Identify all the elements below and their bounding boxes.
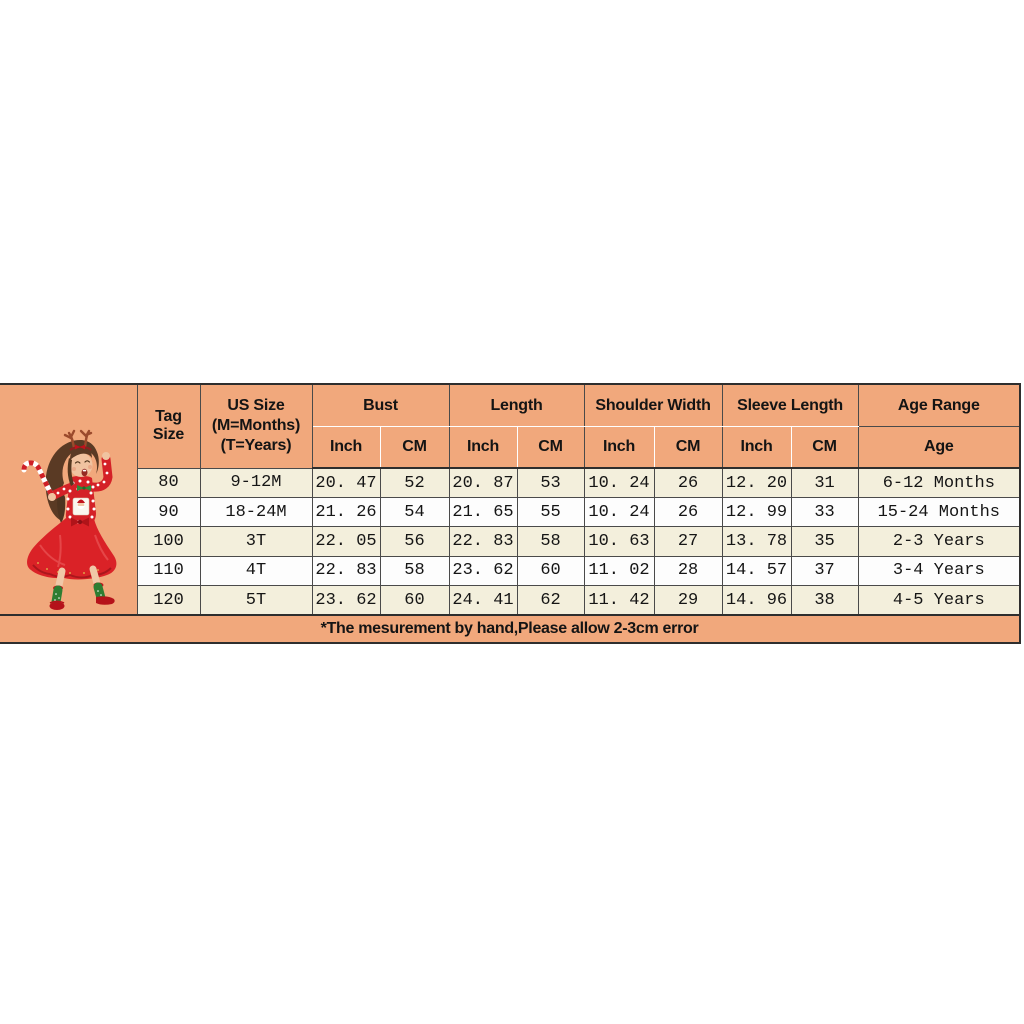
subheader-shoulder-inch: Inch [584, 427, 654, 469]
cell-age: 15-24 Months [858, 497, 1020, 526]
cell-bust-inch: 22. 05 [312, 527, 380, 556]
cell-age: 4-5 Years [858, 586, 1020, 615]
cell-bust-cm: 54 [380, 497, 449, 526]
table-row-size-90 [0, 497, 1020, 526]
cell-shoulder-inch: 10. 63 [584, 527, 654, 556]
subheader-sleeve-cm: CM [791, 427, 858, 469]
cell-tag: 110 [137, 556, 200, 585]
cell-tag: 90 [137, 497, 200, 526]
cell-shoulder-inch: 11. 42 [584, 586, 654, 615]
cell-age: 3-4 Years [858, 556, 1020, 585]
cell-length-cm: 53 [517, 468, 584, 497]
subheader-length-inch: Inch [449, 427, 517, 469]
cell-shoulder-cm: 28 [654, 556, 722, 585]
cell-bust-inch: 23. 62 [312, 586, 380, 615]
cell-length-inch: 24. 41 [449, 586, 517, 615]
subheader-length-cm: CM [517, 427, 584, 469]
cell-sleeve-inch: 12. 20 [722, 468, 791, 497]
header-shoulder-width: Shoulder Width [584, 384, 722, 427]
cell-length-cm: 60 [517, 556, 584, 585]
table-row-size-110 [0, 556, 1020, 585]
cell-shoulder-inch: 10. 24 [584, 468, 654, 497]
cell-sleeve-inch: 12. 99 [722, 497, 791, 526]
cell-us-size: 9-12M [200, 468, 312, 497]
cell-age: 6-12 Months [858, 468, 1020, 497]
header-us-size-line3: (T=Years) [220, 437, 292, 455]
cell-tag: 120 [137, 586, 200, 615]
cell-us-size: 4T [200, 556, 312, 585]
table-row-group-header [0, 384, 1020, 427]
cell-tag: 80 [137, 468, 200, 497]
cell-length-cm: 55 [517, 497, 584, 526]
subheader-shoulder-cm: CM [654, 427, 722, 469]
cell-shoulder-cm: 27 [654, 527, 722, 556]
header-sleeve-length: Sleeve Length [722, 384, 858, 427]
cell-shoulder-cm: 26 [654, 497, 722, 526]
cell-length-inch: 23. 62 [449, 556, 517, 585]
cell-bust-cm: 56 [380, 527, 449, 556]
header-us-size-line2: (M=Months) [211, 417, 301, 435]
cell-sleeve-inch: 14. 96 [722, 586, 791, 615]
header-length: Length [449, 384, 584, 427]
cell-length-cm: 62 [517, 586, 584, 615]
subheader-age: Age [858, 427, 1020, 469]
header-us-size [200, 384, 312, 468]
cell-bust-inch: 21. 26 [312, 497, 380, 526]
cell-shoulder-cm: 26 [654, 468, 722, 497]
cell-sleeve-inch: 14. 57 [722, 556, 791, 585]
cell-age: 2-3 Years [858, 527, 1020, 556]
size-chart-table [0, 383, 1021, 644]
cell-bust-cm: 52 [380, 468, 449, 497]
girl-in-christmas-dress-illustration [0, 385, 137, 614]
cell-shoulder-inch: 10. 24 [584, 497, 654, 526]
subheader-bust-cm: CM [380, 427, 449, 469]
cell-bust-cm: 60 [380, 586, 449, 615]
header-age-range: Age Range [858, 384, 1020, 427]
cell-us-size: 3T [200, 527, 312, 556]
size-chart-band [0, 383, 1020, 644]
cell-bust-inch: 22. 83 [312, 556, 380, 585]
cell-shoulder-cm: 29 [654, 586, 722, 615]
cell-sleeve-cm: 33 [791, 497, 858, 526]
cell-length-inch: 20. 87 [449, 468, 517, 497]
cell-sleeve-cm: 37 [791, 556, 858, 585]
measurement-note: *The mesurement by hand,Please allow 2-3cm error [0, 615, 1020, 643]
header-us-size-line1: US Size [227, 397, 285, 415]
table-row-size-120 [0, 586, 1020, 615]
subheader-bust-inch: Inch [312, 427, 380, 469]
cell-tag: 100 [137, 527, 200, 556]
header-tag-size: Tag Size [137, 384, 200, 468]
cell-sleeve-cm: 35 [791, 527, 858, 556]
product-photo [0, 384, 137, 615]
cell-sleeve-cm: 38 [791, 586, 858, 615]
cell-us-size: 18-24M [200, 497, 312, 526]
header-bust: Bust [312, 384, 449, 427]
table-row-size-80 [0, 468, 1020, 497]
cell-bust-cm: 58 [380, 556, 449, 585]
cell-sleeve-cm: 31 [791, 468, 858, 497]
cell-length-cm: 58 [517, 527, 584, 556]
cell-length-inch: 21. 65 [449, 497, 517, 526]
cell-shoulder-inch: 11. 02 [584, 556, 654, 585]
cell-us-size: 5T [200, 586, 312, 615]
cell-length-inch: 22. 83 [449, 527, 517, 556]
table-row-note [0, 615, 1020, 643]
cell-sleeve-inch: 13. 78 [722, 527, 791, 556]
table-row-size-100 [0, 527, 1020, 556]
subheader-sleeve-inch: Inch [722, 427, 791, 469]
cell-bust-inch: 20. 47 [312, 468, 380, 497]
